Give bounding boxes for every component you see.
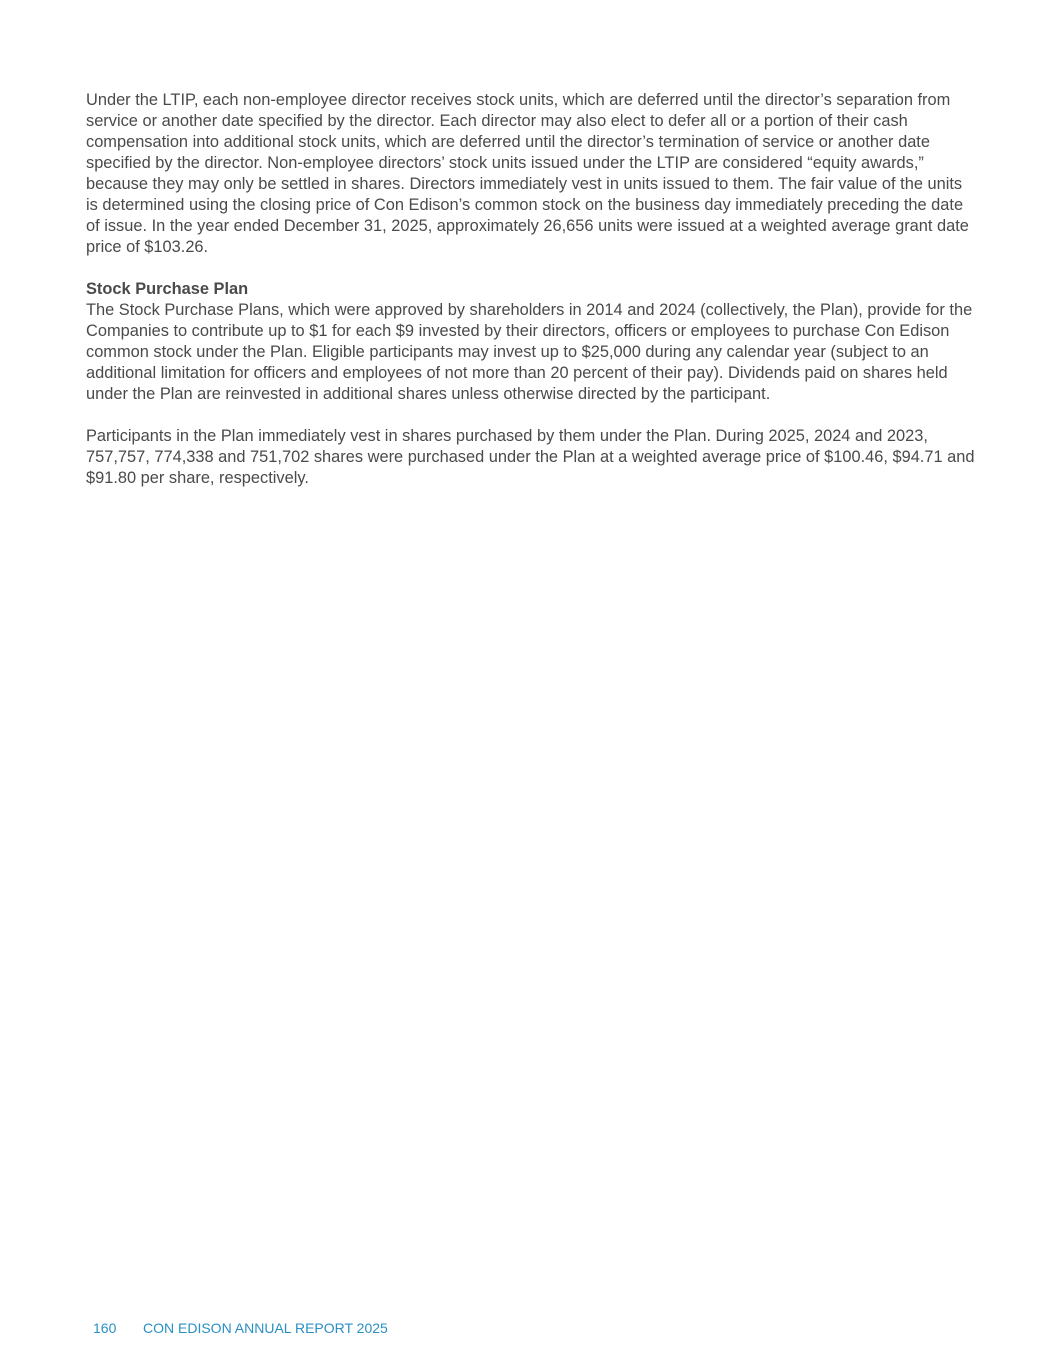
page-number: 160 [93, 1320, 117, 1336]
document-body [86, 90, 976, 489]
stock-purchase-plan-paragraph: The Stock Purchase Plans, which were approved by shareholders in 2014 and 2024 (collectively, the Plan), provide for the Companies to contribute up to $1 for each $9 invested by their directors, officers or employees to purchase Con Edison common stock under the Plan. Eligible participants may invest up to $25,000 during any calendar year (subject to an additional limitation for officers and employees of not more than 20 percent of their pay). Dividends paid on shares held under the Plan are reinvested in additional shares unless otherwise directed by the participant. [86, 301, 973, 403]
participants-paragraph: Participants in the Plan immediately vest in shares purchased by them under the Plan. During 2025, 2024 and 2023, 757,757, 774,338 and 751,702 shares were purchased under the Plan at a weighted average price of $100.46, $94.71 and $91.80 per share, respectively. [86, 427, 975, 487]
report-title: CON EDISON ANNUAL REPORT 2025 [143, 1320, 388, 1336]
stock-purchase-plan-heading: Stock Purchase Plan [86, 280, 249, 298]
page-footer [93, 1319, 388, 1337]
ltip-paragraph: Under the LTIP, each non-employee director receives stock units, which are deferred until the director’s separation from service or another date specified by the director. Each director may also elect to defer all or a portion of their cash compensation into additional stock units, which are deferred until the director’s termination of service or another date specified by the director. Non-employee directors’ stock units issued under the LTIP are considered “equity awards,” because they may only be settled in shares. Directors immediately vest in units issued to them. The fair value of the units is determined using the closing price of Con Edison’s common stock on the business day immediately preceding the date of issue. In the year ended December 31, 2025, approximately 26,656 units were issued at a weighted average grant date price of $103.26. [86, 91, 969, 256]
